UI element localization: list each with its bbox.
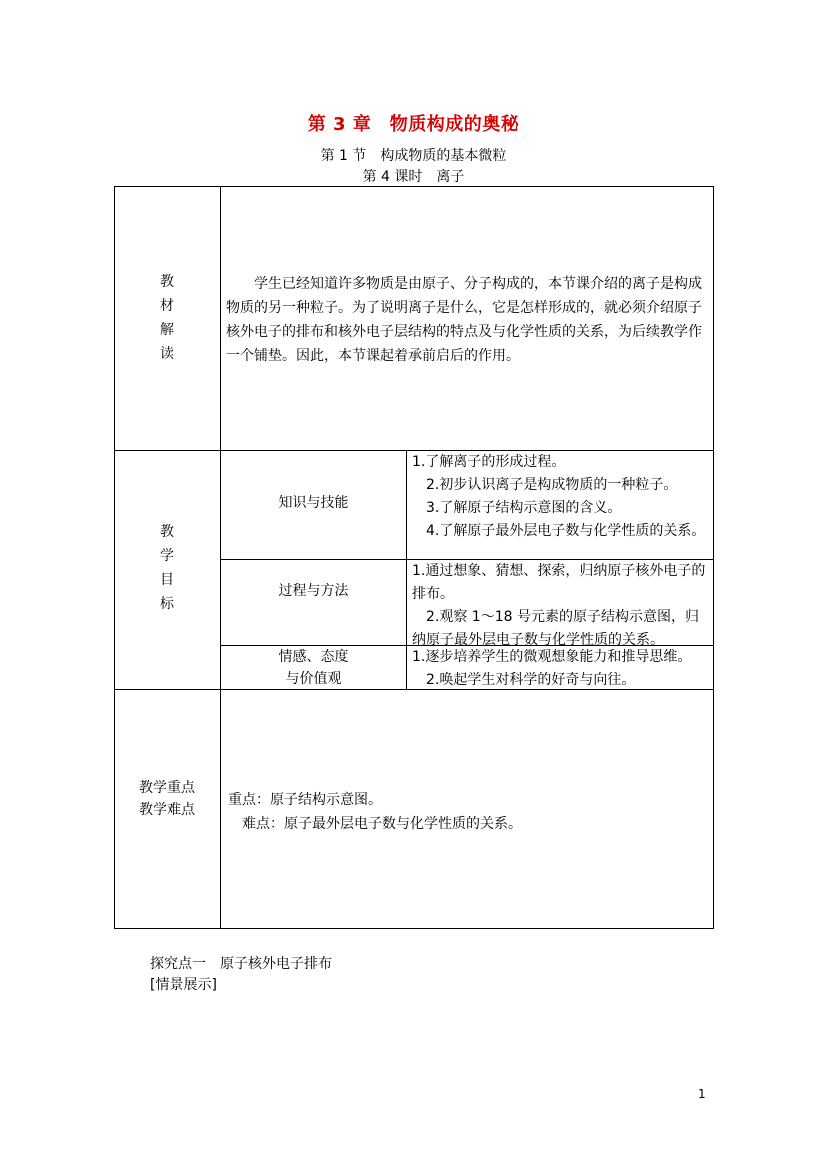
label-char: 解 [160, 322, 174, 338]
process-methods-list [412, 560, 708, 652]
table-border-top [114, 186, 714, 187]
page-number: 1 [698, 1087, 706, 1101]
chapter-title: 第 3 章 物质构成的奥秘 [307, 114, 520, 135]
list-item: 2.初步认识离子是构成物质的一种粒子。 [426, 477, 678, 493]
scenario-heading: [情景展示] [150, 977, 217, 993]
lesson-title: 第 4 课时 离子 [362, 169, 465, 185]
table-border-bottom [114, 928, 714, 929]
explore-heading: 探究点一 原子核外电子排布 [150, 956, 332, 972]
column-divider [220, 186, 221, 929]
list-item: 4.了解原子最外层电子数与化学性质的关系。 [426, 523, 706, 539]
key-point: 重点：原子结构示意图。 [228, 792, 382, 808]
list-item: 1.了解离子的形成过程。 [412, 454, 566, 470]
column-divider [406, 450, 407, 690]
key-points-content [228, 788, 708, 836]
list-item: 3.了解原子结构示意图的含义。 [426, 500, 622, 516]
label-char: 读 [160, 346, 174, 362]
label-char: 目 [160, 572, 174, 588]
label-char: 标 [160, 596, 174, 612]
lesson-plan-table [114, 186, 714, 929]
teaching-goals-label [147, 520, 187, 616]
difficult-point: 难点：原子最外层电子数与化学性质的关系。 [242, 816, 522, 832]
knowledge-skills-label: 知识与技能 [278, 495, 349, 511]
list-item: 1.逐步培养学生的微观想象能力和推导思维。 [412, 649, 692, 665]
process-methods-label: 过程与方法 [278, 583, 349, 599]
emotion-values-label [221, 646, 406, 690]
emotion-values-list [412, 646, 708, 692]
textbook-analysis-label [147, 270, 187, 366]
list-item: 1.通过想象、猜想、探索，归纳原子核外电子的排布。 [412, 563, 706, 602]
label-line: 与价值观 [285, 671, 342, 687]
label-line: 情感、态度 [278, 649, 349, 665]
label-char: 学 [160, 548, 174, 564]
label-char: 教 [160, 274, 174, 290]
table-border-right [713, 186, 714, 929]
label-char: 教 [160, 524, 174, 540]
section-title: 第 1 节 构成物质的基本微粒 [320, 148, 507, 164]
list-item: 2.唤起学生对科学的好奇与向往。 [426, 672, 636, 688]
label-line: 教学重点 [139, 780, 195, 796]
list-item: 2.观察 1～18 号元素的原子结构示意图，归纳原子最外层电子数与化学性质的关系。 [412, 609, 699, 648]
key-points-label [114, 777, 220, 821]
label-line: 教学难点 [139, 802, 195, 818]
textbook-analysis-content: 学生已经知道许多物质是由原子、分子构成的，本节课介绍的离子是构成物质的另一种粒子。为了说明离子是什么，它是怎样形成的，就必须介绍原子核外电子的排布和核外电子层结构的特点及与化学性质的关系，为后续教学作一个铺垫。因此，本节课起着承前启后的作用。 [226, 276, 702, 364]
knowledge-skills-list [412, 451, 708, 543]
label-char: 材 [160, 298, 174, 314]
